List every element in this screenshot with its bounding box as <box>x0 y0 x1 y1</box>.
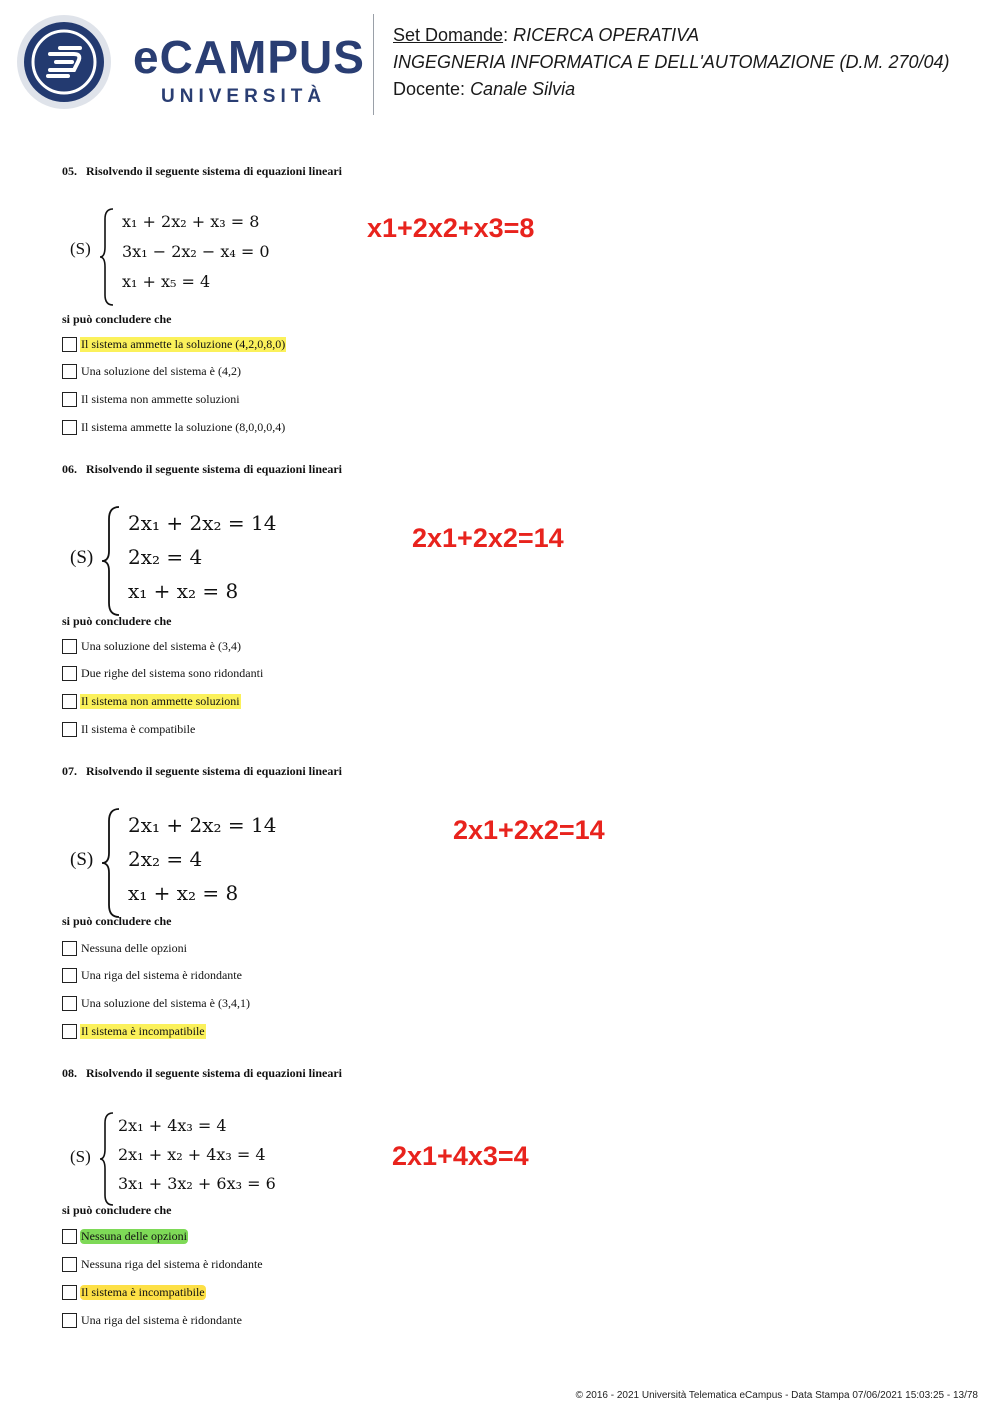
question-title <box>62 462 942 477</box>
equation-3: x₁ + x₂ = 8 <box>128 579 239 603</box>
set-line: Set Domande: RICERCA OPERATIVA <box>393 25 700 45</box>
option-checkbox[interactable] <box>62 1024 77 1039</box>
option-checkbox[interactable] <box>62 420 77 435</box>
conclude-label: si può concludere che <box>62 1203 172 1217</box>
option-label: Il sistema è incompatibile <box>81 1024 205 1038</box>
question-07 <box>62 764 942 1038</box>
option-label: Una riga del sistema è ridondante <box>81 1313 242 1327</box>
equation-2: 3x₁ − 2x₂ − x₄ = 0 <box>122 242 270 261</box>
question-06 <box>62 462 942 736</box>
equation-system <box>62 1089 942 1207</box>
question-title <box>62 1066 942 1081</box>
system-label: (S) <box>70 1147 91 1166</box>
brand-logo <box>133 31 365 108</box>
option-label: Nessuna riga del sistema è ridondante <box>81 1257 263 1271</box>
option-label: Una soluzione del sistema è (4,2) <box>81 364 241 378</box>
option-checkbox[interactable] <box>62 694 77 709</box>
option-checkbox[interactable] <box>62 1257 77 1272</box>
question-05 <box>62 164 942 434</box>
option-checkbox[interactable] <box>62 639 77 654</box>
option-label: Il sistema è compatibile <box>81 722 196 736</box>
option-label: Nessuna delle opzioni <box>81 1229 187 1243</box>
question-number: 06. <box>62 462 77 476</box>
conclude-label: si può concludere che <box>62 614 172 628</box>
header-info <box>393 22 950 103</box>
handwritten-annotation: 2x1+2x2=14 <box>453 815 605 845</box>
conclude-label: si può concludere che <box>62 312 172 326</box>
option-label: Il sistema ammette la soluzione (4,2,0,8,0) <box>81 337 286 351</box>
equation-1: x₁ + 2x₂ + x₃ = 8 <box>122 212 260 231</box>
teacher-line <box>393 76 950 103</box>
option-checkbox[interactable] <box>62 996 77 1011</box>
option-label: Due righe del sistema sono ridondanti <box>81 666 264 680</box>
equation-system <box>62 787 942 917</box>
equation-2: 2x₂ = 4 <box>128 545 203 569</box>
teacher-name: Canale Silvia <box>470 79 576 99</box>
equation-3: x₁ + x₂ = 8 <box>128 881 239 905</box>
handwritten-annotation: 2x1+2x2=14 <box>412 523 564 553</box>
option-checkbox[interactable] <box>62 1313 77 1328</box>
option-label: Una soluzione del sistema è (3,4,1) <box>81 996 250 1010</box>
header-divider <box>373 14 374 115</box>
conclude-label: si può concludere che <box>62 914 172 928</box>
option-checkbox[interactable] <box>62 941 77 956</box>
brace-icon <box>100 207 114 307</box>
equation-1: 2x₁ + 2x₂ = 14 <box>128 813 277 837</box>
equation-2: 2x₁ + x₂ + 4x₃ = 4 <box>118 1145 266 1164</box>
option-label: Il sistema non ammette soluzioni <box>81 694 240 708</box>
option-checkbox[interactable] <box>62 666 77 681</box>
option-checkbox[interactable] <box>62 337 77 352</box>
question-text: Risolvendo il seguente sistema di equazioni lineari <box>86 764 343 778</box>
question-title <box>62 764 942 779</box>
system-label: (S) <box>70 239 91 258</box>
brace-icon <box>102 807 120 919</box>
brace-icon <box>100 1111 114 1207</box>
question-text: Risolvendo il seguente sistema di equazioni lineari <box>86 164 343 178</box>
option-label: Nessuna delle opzioni <box>81 941 187 955</box>
ecampus-logo-icon <box>16 14 112 110</box>
brace-icon <box>102 505 120 617</box>
page-footer: © 2016 - 2021 Università Telematica eCampus - Data Stampa 07/06/2021 15:03:25 - 13/78 <box>575 1390 978 1401</box>
course-name: INGEGNERIA INFORMATICA E DELL'AUTOMAZIONE (D.M. 270/04) <box>393 52 950 72</box>
option-label: Una soluzione del sistema è (3,4) <box>81 639 241 653</box>
option-label: Il sistema è incompatibile <box>81 1285 205 1299</box>
question-number: 08. <box>62 1066 77 1080</box>
equation-system <box>62 187 942 305</box>
handwritten-annotation: x1+2x2+x3=8 <box>367 213 535 243</box>
brand-name: eCAMPUS <box>133 31 365 83</box>
question-number: 07. <box>62 764 77 778</box>
equation-2: 2x₂ = 4 <box>128 847 203 871</box>
brand-subtitle: UNIVERSITÀ <box>161 86 327 107</box>
question-08 <box>62 1066 942 1327</box>
question-number: 05. <box>62 164 77 178</box>
question-text: Risolvendo il seguente sistema di equazioni lineari <box>86 1066 343 1080</box>
option-label: Una riga del sistema è ridondante <box>81 968 242 982</box>
option-checkbox[interactable] <box>62 1285 77 1300</box>
equation-3: x₁ + x₅ = 4 <box>122 272 211 291</box>
course-line <box>393 49 950 76</box>
equation-1: 2x₁ + 2x₂ = 14 <box>128 511 277 535</box>
option-checkbox[interactable] <box>62 392 77 407</box>
option-checkbox[interactable] <box>62 722 77 737</box>
option-label: Il sistema ammette la soluzione (8,0,0,0,4) <box>81 420 286 434</box>
set-label: Set Domande <box>393 25 504 45</box>
question-text: Risolvendo il seguente sistema di equazioni lineari <box>86 462 343 476</box>
equation-3: 3x₁ + 3x₂ + 6x₃ = 6 <box>118 1174 276 1193</box>
equation-system <box>62 485 942 615</box>
equation-1: 2x₁ + 4x₃ = 4 <box>118 1116 227 1135</box>
teacher-label: Docente: <box>393 79 466 99</box>
option-checkbox[interactable] <box>62 1229 77 1244</box>
option-label: Il sistema non ammette soluzioni <box>81 392 240 406</box>
option-checkbox[interactable] <box>62 364 77 379</box>
system-label: (S) <box>70 547 94 568</box>
set-value: RICERCA OPERATIVA <box>513 25 700 45</box>
option-checkbox[interactable] <box>62 968 77 983</box>
question-title <box>62 164 942 179</box>
system-label: (S) <box>70 849 94 870</box>
handwritten-annotation: 2x1+4x3=4 <box>392 1141 529 1171</box>
